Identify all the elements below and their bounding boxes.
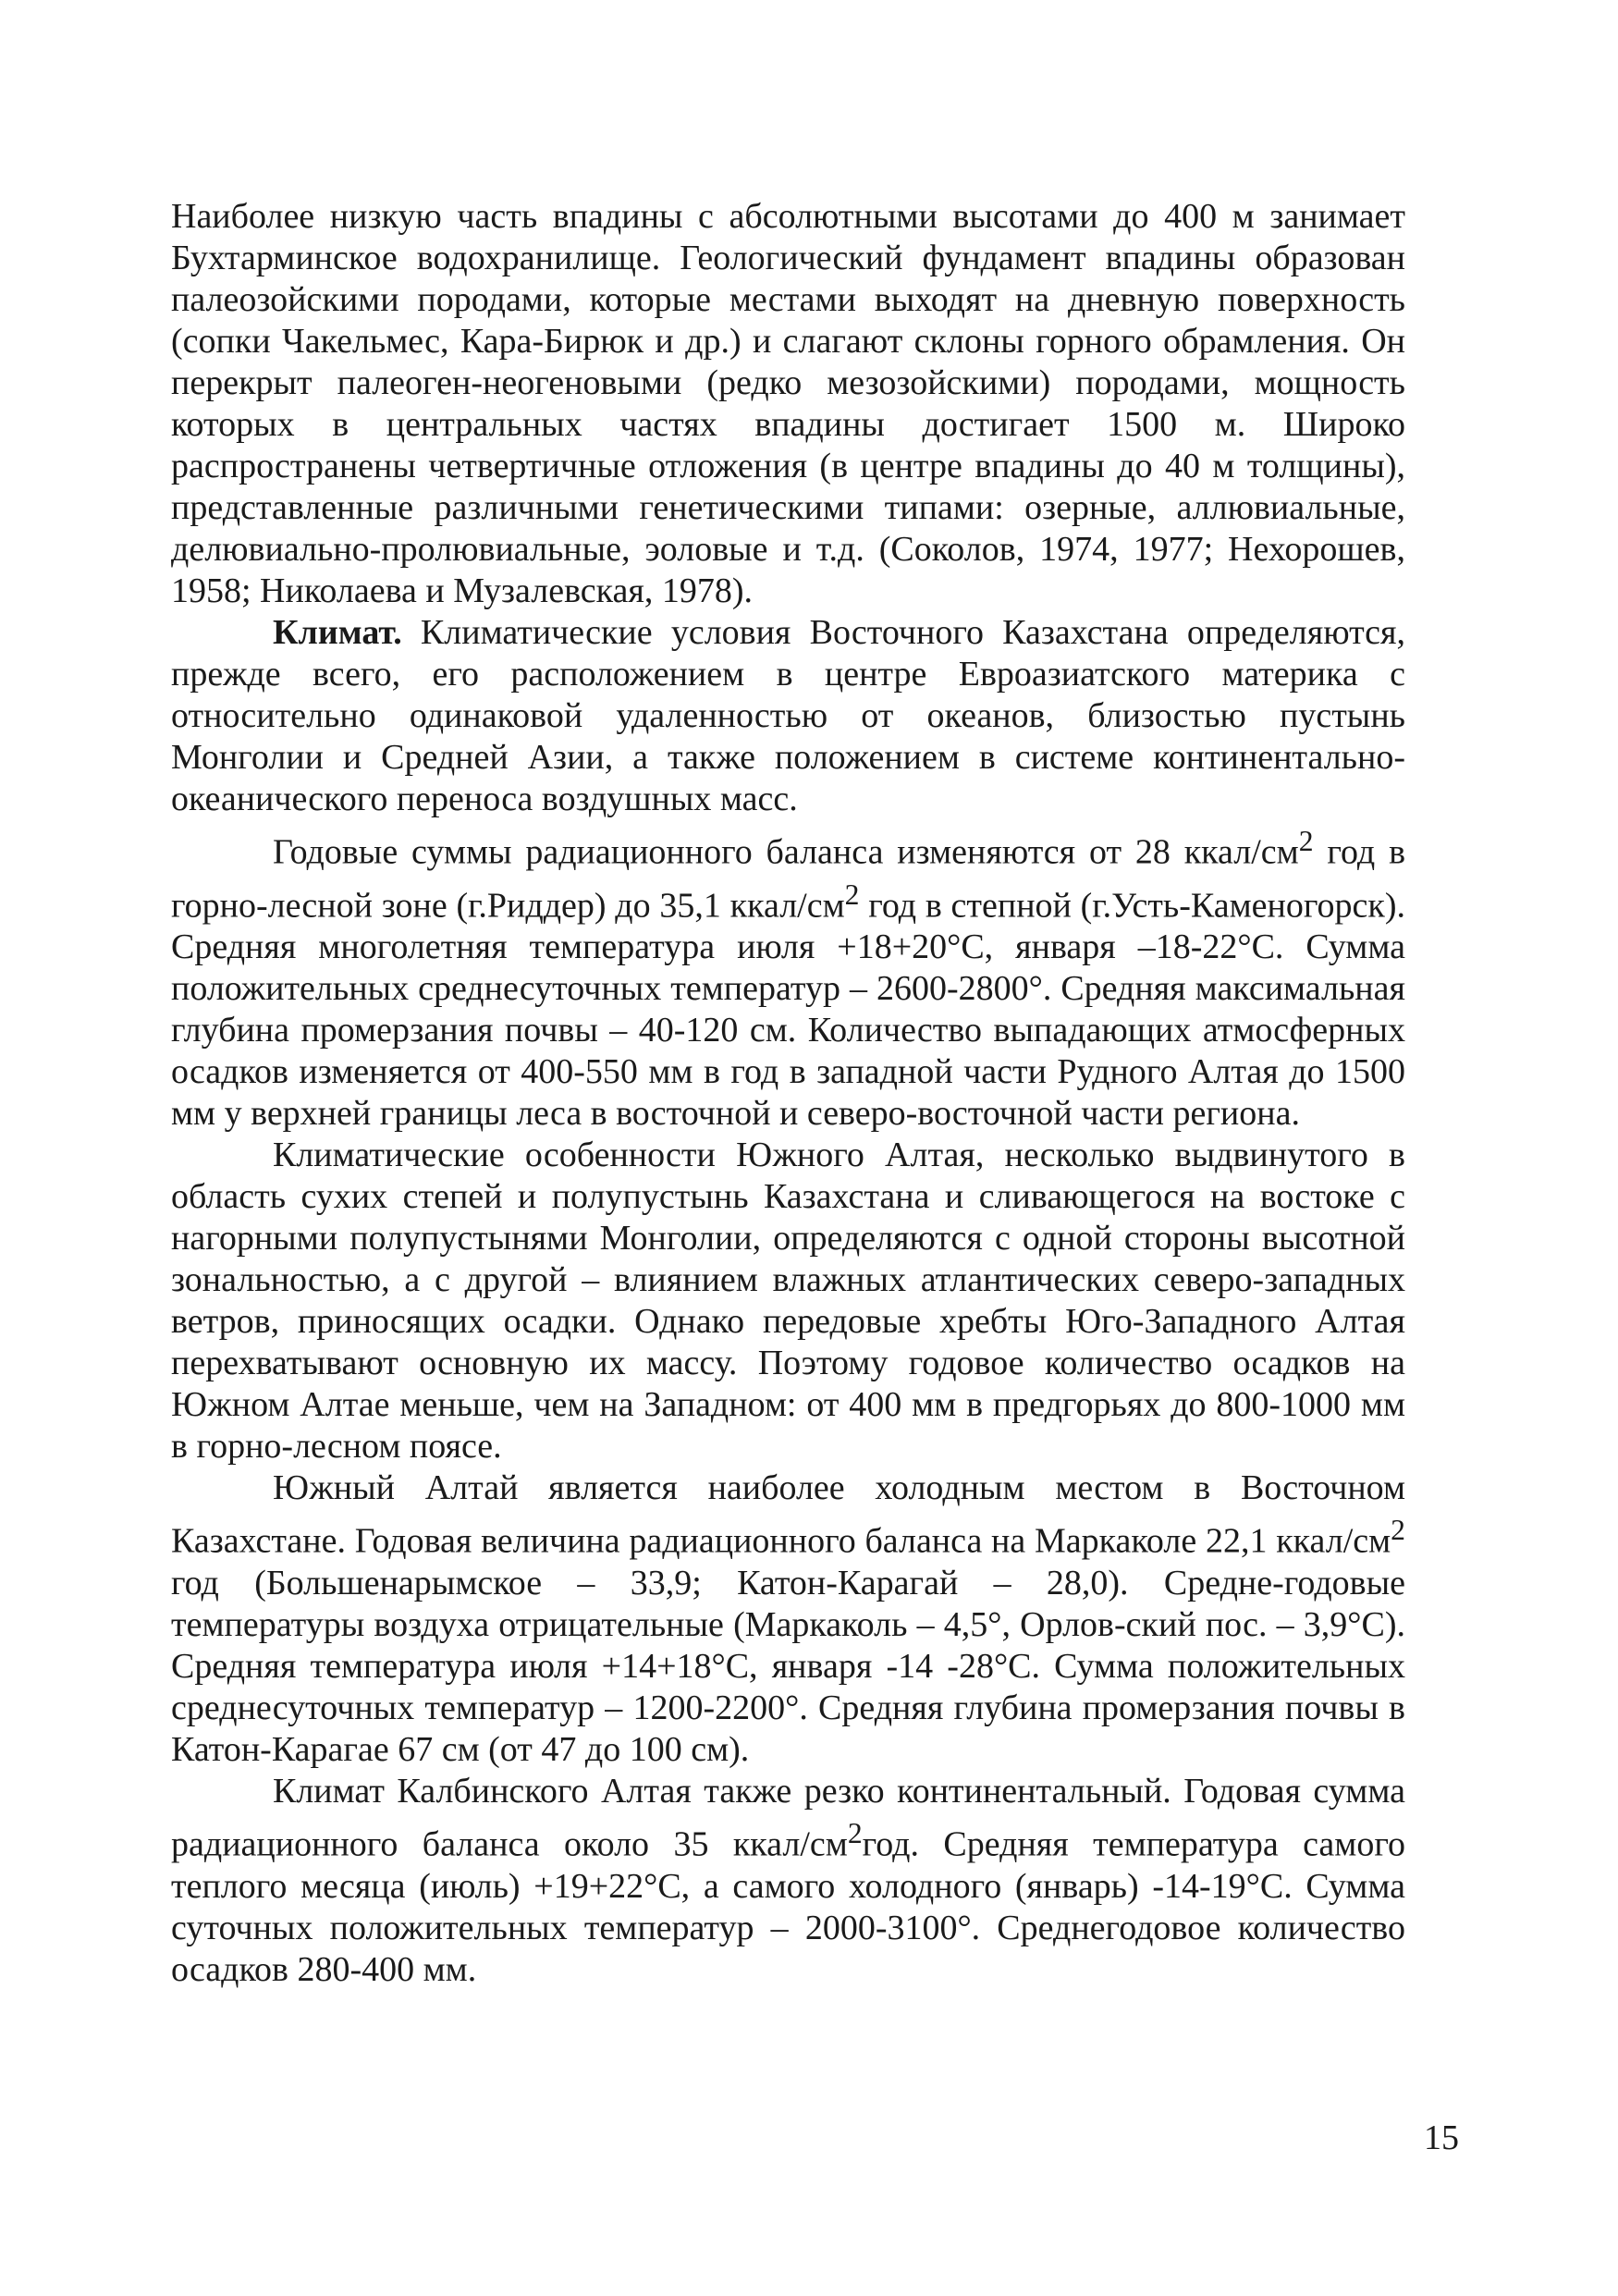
- paragraph-text-part: год. Средняя температура самого теплого месяца (июль) +19+22°С, а самого холодного (январь) -14-19°С. Сумма суточных положительных температур – 2000-3100°. Среднегодовое количество осадков 280-400 мм.: [171, 1824, 1405, 1989]
- paragraph-text-part: год (Большенарымское – 33,9; Катон-Карагай – 28,0). Средне-годовые температуры воздуха отрицательные (Маркаколь – 4,5°, Орлов-ский пос. – 3,9°С). Средняя температура июля +14+18°С, января -14 -28°С. Сумма положительных среднесуточных температур – 1200-2200°. Средняя глубина промерзания почвы в Катон-Карагае 67 см (от 47 до 100 см).: [171, 1563, 1405, 1769]
- body-text: [171, 196, 1405, 1991]
- paragraph-text: Наиболее низкую часть впадины с абсолютными высотами до 400 м занимает Бухтарминское водохранилище. Геологический фундамент впадины образован палеозойскими породами, которые местами выходят на дневную поверхность (сопки Чакельмес, Кара-Бирюк и др.) и слагают склоны горного обрамления. Он перекрыт палеоген-неогеновыми (редко мезозойскими) породами, мощность которых в центральных частях впадины достигает 1500 м. Широко распространены четвертичные отложения (в центре впадины до 40 м толщины), представленные различными генетическими типами: озерные, аллювиальные, делювиально-пролювиальные, эоловые и т.д. (Соколов, 1974, 1977; Нехорошев, 1958; Николаева и Музалевская, 1978).: [171, 197, 1405, 610]
- paragraph-south-altai-features: [171, 1135, 1405, 1467]
- superscript: 2: [844, 878, 860, 911]
- paragraph-radiation-balance: [171, 820, 1405, 1135]
- paragraph-text-part: год в степной (г.Усть-Каменогорск). Средняя многолетняя температура июля +18+20°С, января –18-22°С. Сумма положительных среднесуточных температур – 2600-2800°. Средняя максимальная глубина промерзания почвы – 40-120 см. Количество выпадающих атмосферных осадков изменяется от 400-550 мм в год в западной части Рудного Алтая до 1500 мм у верхней границы леса в восточной и северо-восточной части региона.: [171, 886, 1405, 1134]
- paragraph-text: Климатические особенности Южного Алтая, несколько выдвинутого в область сухих степей и полупустынь Казахстана и сливающегося на востоке с нагорными полупустынями Монголии, определяются с одной стороны высотной зональностью, а с другой – влиянием влажных атлантических северо-западных ветров, приносящих осадки. Однако передовые хребты Юго-Западного Алтая перехватывают основную их массу. Поэтому годовое количество осадков на Южном Алтае меньше, чем на Западном: от 400 мм в предгорьях до 800-1000 мм в горно-лесном поясе.: [171, 1136, 1405, 1467]
- paragraph-text-part: Южный Алтай является наиболее холодным местом в Восточном Казахстане. Годовая величина радиационного баланса на Маркаколе 22,1 ккал/см: [171, 1468, 1405, 1561]
- paragraph-text-part: год в горно-лесной зоне (г.Риддер) до 35,1 ккал/см: [171, 832, 1406, 926]
- superscript: 2: [1391, 1514, 1405, 1547]
- paragraph-text-part: Годовые суммы радиационного баланса изменяются от 28 ккал/см: [273, 832, 1299, 872]
- paragraph-text-part: Климат Калбинского Алтая также резко континентальный. Годовая сумма радиационного баланса около 35 ккал/см: [171, 1771, 1405, 1864]
- paragraph-kalba-altai: [171, 1771, 1405, 1991]
- paragraph-geology: [171, 196, 1405, 612]
- section-heading-climate: Климат.: [273, 613, 402, 652]
- paragraph-south-altai-cold: [171, 1467, 1405, 1771]
- paragraph-text: Климатические условия Восточного Казахстана определяются, прежде всего, его расположением в центре Евроазиатского материка с относительно одинаковой удаленностью от океанов, близостью пустынь Монголии и Средней Азии, а также положением в системе континентально-океанического переноса воздушных масс.: [171, 613, 1406, 818]
- superscript: 2: [847, 1816, 863, 1849]
- superscript: 2: [1298, 825, 1314, 857]
- page-number: 15: [1424, 2118, 1459, 2157]
- paragraph-climate-intro: [171, 612, 1405, 820]
